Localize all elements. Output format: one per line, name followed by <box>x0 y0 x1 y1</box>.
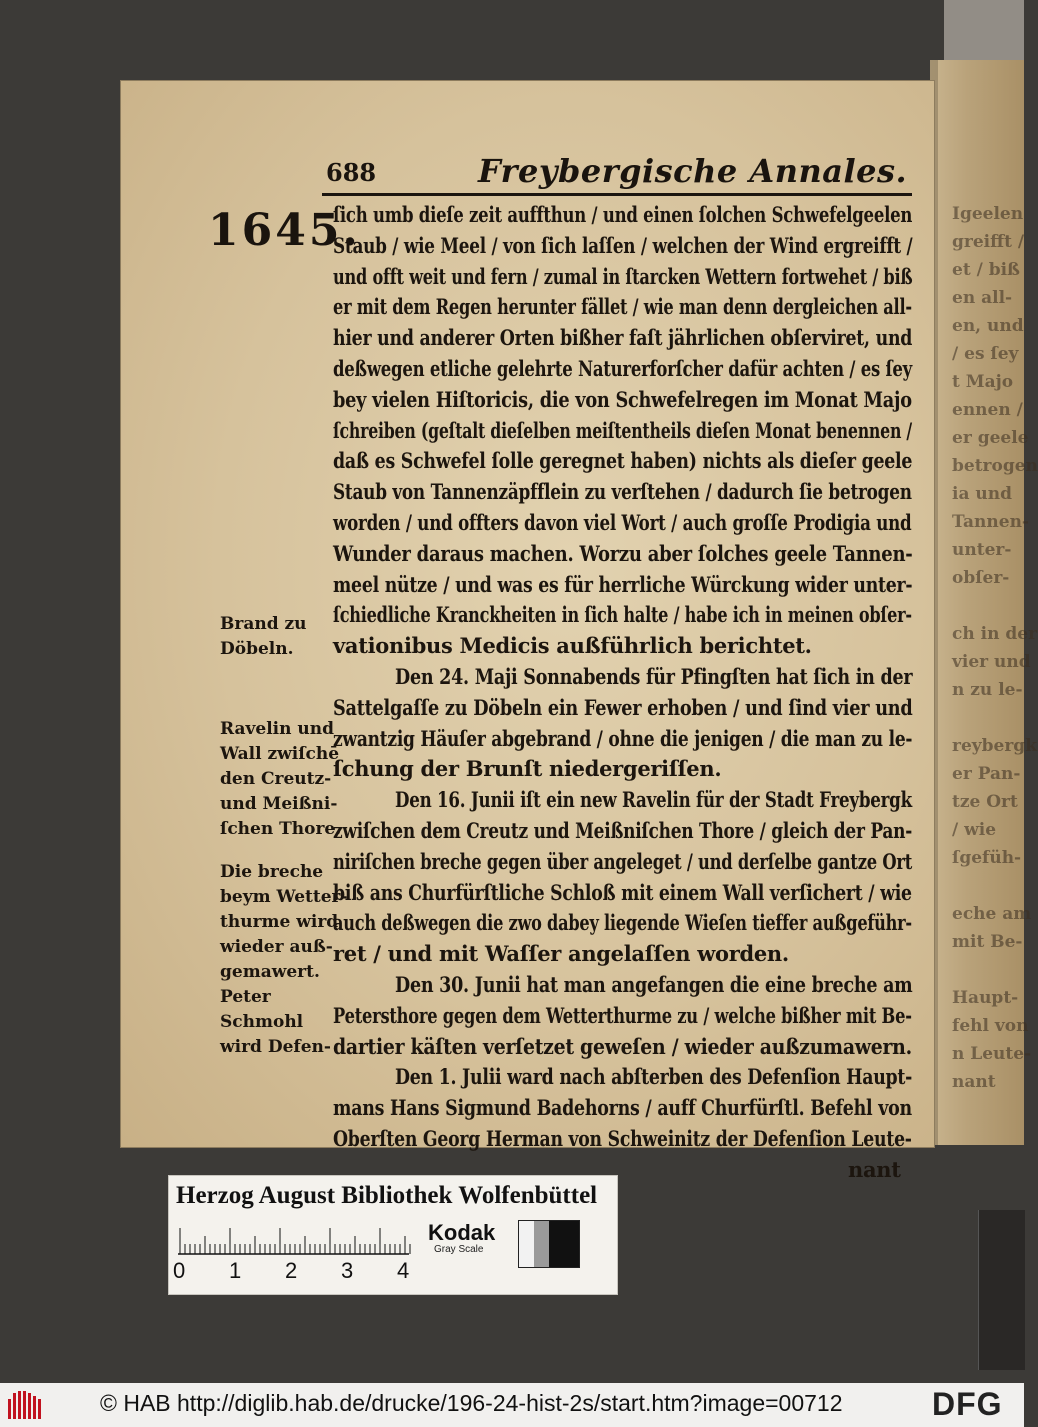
margin-note: Die breche beym Wetter- thurme wird wieder auß- gemawert. <box>220 862 348 982</box>
facing-page-line: eche am <box>952 904 1032 924</box>
body-line: ſchreiben (geſtalt dieſelben meiſtentheils dieſen Monat benennen / <box>333 417 912 443</box>
facing-page-line: betrogen <box>952 456 1038 476</box>
body-line: niriſchen breche gegen über angeleget / und derſelbe gantze Ort <box>333 848 913 874</box>
facing-page-line: ennen / <box>952 400 1023 420</box>
body-line: daß es Schwefel ſolle geregnet haben) nichts als dieſer geele <box>333 448 913 474</box>
body-line: er mit dem Regen herunter fället / wie man denn dergleichen all- <box>333 294 912 320</box>
header-rule <box>322 193 912 196</box>
body-line: meel nütze / und was es für herrliche Würckung wider unter- <box>333 571 913 597</box>
facing-page-line: n zu le- <box>952 680 1023 700</box>
ruler-number: 1 <box>229 1258 242 1283</box>
facing-page-line: mit Be- <box>952 932 1023 952</box>
body-line: zwiſchen dem Creutz und Meißniſchen Thore / gleich der Pan- <box>333 818 913 843</box>
body-line: hier und anderer Orten bißher faſt jährlichen obſerviret, und <box>333 325 913 351</box>
facing-page-line: unter- <box>952 540 1012 560</box>
body-line: ſchiedliche Kranckheiten in ſich halte / habe ich in meinen obſer- <box>333 602 912 628</box>
facing-page-line: ſgefüh- <box>952 848 1022 868</box>
adjacent-label-strip <box>978 1210 1025 1370</box>
body-line: ret / und mit Waſſer angelaſſen worden. <box>333 941 789 967</box>
facing-page-line <box>952 872 1024 900</box>
body-line: Oberſten Georg Herman von Schweinitz der Defenſion Leute- <box>333 1126 912 1151</box>
gray-scale-patches <box>518 1220 580 1268</box>
kodak-logo: Kodak <box>428 1220 496 1245</box>
body-line: worden / und offters davon viel Wort / auch groſſe Prodigia und <box>333 510 912 535</box>
measurement-ruler <box>176 1225 411 1255</box>
body-line: dartier käſten verſetzet geweſen / wieder außzumawern. <box>333 1033 912 1059</box>
scanner-glass <box>944 0 1024 60</box>
facing-page-line: / es ſey <box>952 344 1019 364</box>
facing-page-line: vier und <box>952 652 1031 672</box>
facing-page-line: Haupt- <box>952 988 1019 1008</box>
running-title: Freybergische Annales. <box>478 152 908 190</box>
body-line: mans Hans Sigmund Badehorns / auff Churfürſtl. Befehl von <box>333 1095 912 1121</box>
body-line: Sattelgaſſe zu Döbeln ein Fewer erhoben / und ſind vier und <box>333 694 913 720</box>
body-line: Den 1. Julii ward nach abſterben des Defenſion Haupt- <box>395 1064 913 1090</box>
facing-page-line: en, und <box>952 316 1024 336</box>
facing-page-line <box>952 704 1024 732</box>
facing-page-line: er geele <box>952 428 1029 448</box>
body-line: Den 30. Junii hat man angefangen die eine breche am <box>395 972 913 997</box>
body-line: deßwegen etliche gelehrte Naturerforſcher dafür achten / es ſey <box>333 356 912 381</box>
ruler-number: 4 <box>397 1258 410 1283</box>
body-line: und offt weit und fern / zumal in ſtarcken Wettern fortwehet / biß <box>333 263 913 289</box>
margin-note: Brand zu Döbeln. <box>220 614 307 659</box>
body-line: nant <box>848 1156 901 1182</box>
facing-page-line: greifft / <box>952 232 1025 252</box>
facing-page-line: reybergk <box>952 736 1037 756</box>
facing-page-line <box>952 956 1024 984</box>
body-line: Den 24. Maji Sonnabends für Pfingſten hat ſich in der <box>395 664 913 689</box>
margin-note: Peter Schmohl wird Defen- <box>220 987 331 1057</box>
body-line: Staub / wie Meel / von ſich laſſen / welchen der Wind ergreifft / <box>333 232 913 258</box>
facing-page-line: Tannen- <box>952 512 1029 532</box>
body-line: bey vielen Hiſtoricis, die von Schwefelregen im Monat Majo <box>333 386 912 412</box>
gray-patch-mid <box>534 1221 549 1267</box>
facing-page-line: et / biß <box>952 260 1020 280</box>
body-line: Wunder daraus machen. Worzu aber ſolches geele Tannen- <box>333 540 913 566</box>
body-line: Den 16. Junii iſt ein new Ravelin für der Stadt Freybergk <box>395 787 912 813</box>
facing-page-line: Igeelen <box>952 204 1024 224</box>
facing-page-line: t Majo <box>952 372 1014 392</box>
body-line: biß ans Churfürſtliche Schloß mit einem Wall verſichert / wie <box>333 879 912 905</box>
gray-patch-white <box>519 1221 534 1267</box>
body-line: Staub von Tannenzäpfflein zu verſtehen / dadurch ſie betrogen <box>333 479 912 505</box>
hab-logo-icon <box>6 1389 42 1421</box>
facing-page-line: ia und <box>952 484 1012 504</box>
ruler-number: 3 <box>341 1258 354 1283</box>
body-line: ſchung der Brunſt niedergeriſſen. <box>333 756 722 782</box>
margin-note: Ravelin und Wall zwiſchē den Creutz- und Meißni- ſchen Thore. <box>220 719 342 839</box>
body-line: zwantzig Häuſer abgebrand / ohne die jenigen / die man zu le- <box>333 725 913 751</box>
footer-copyright-link[interactable]: © HAB http://diglib.hab.de/drucke/196-24-hist-2s/start.htm?image=00712 <box>100 1390 843 1416</box>
ruler-number: 2 <box>285 1258 298 1283</box>
gray-patch-black <box>549 1221 579 1267</box>
body-line: Petersthore gegen dem Wetterthurme zu / welche bißher mit Be- <box>333 1002 912 1028</box>
facing-page-line: n Leute- <box>952 1044 1032 1064</box>
facing-page-line: en all- <box>952 288 1013 308</box>
facing-page-line: tze Ort <box>952 792 1018 812</box>
dfg-logo: DFG <box>932 1386 1003 1422</box>
body-line: ſich umb dieſe zeit auffthun / und einen ſolchen Schwefelgeelen <box>333 202 913 227</box>
ruler-number: 0 <box>173 1258 186 1283</box>
facing-page-text <box>952 200 1038 1096</box>
year-marker: 1645. <box>208 205 361 256</box>
gray-scale-label: Gray Scale <box>434 1244 484 1255</box>
body-line: auch deßwegen die zwo dabey liegende Wieſen tieffer außgeführ- <box>333 910 912 936</box>
facing-page-line: fehl von <box>952 1016 1029 1036</box>
page-number: 688 <box>326 158 377 187</box>
facing-page-line: ch in der <box>952 624 1038 644</box>
facing-page-line: obſer- <box>952 568 1010 588</box>
library-name: Herzog August Bibliothek Wolfenbüttel <box>176 1182 598 1209</box>
body-line: vationibus Medicis außführlich berichtet. <box>333 633 812 659</box>
facing-page-line: nant <box>952 1072 996 1092</box>
facing-page-line <box>952 592 1024 620</box>
facing-page-line: er Pan- <box>952 764 1021 784</box>
facing-page-line: / wie <box>952 820 997 840</box>
